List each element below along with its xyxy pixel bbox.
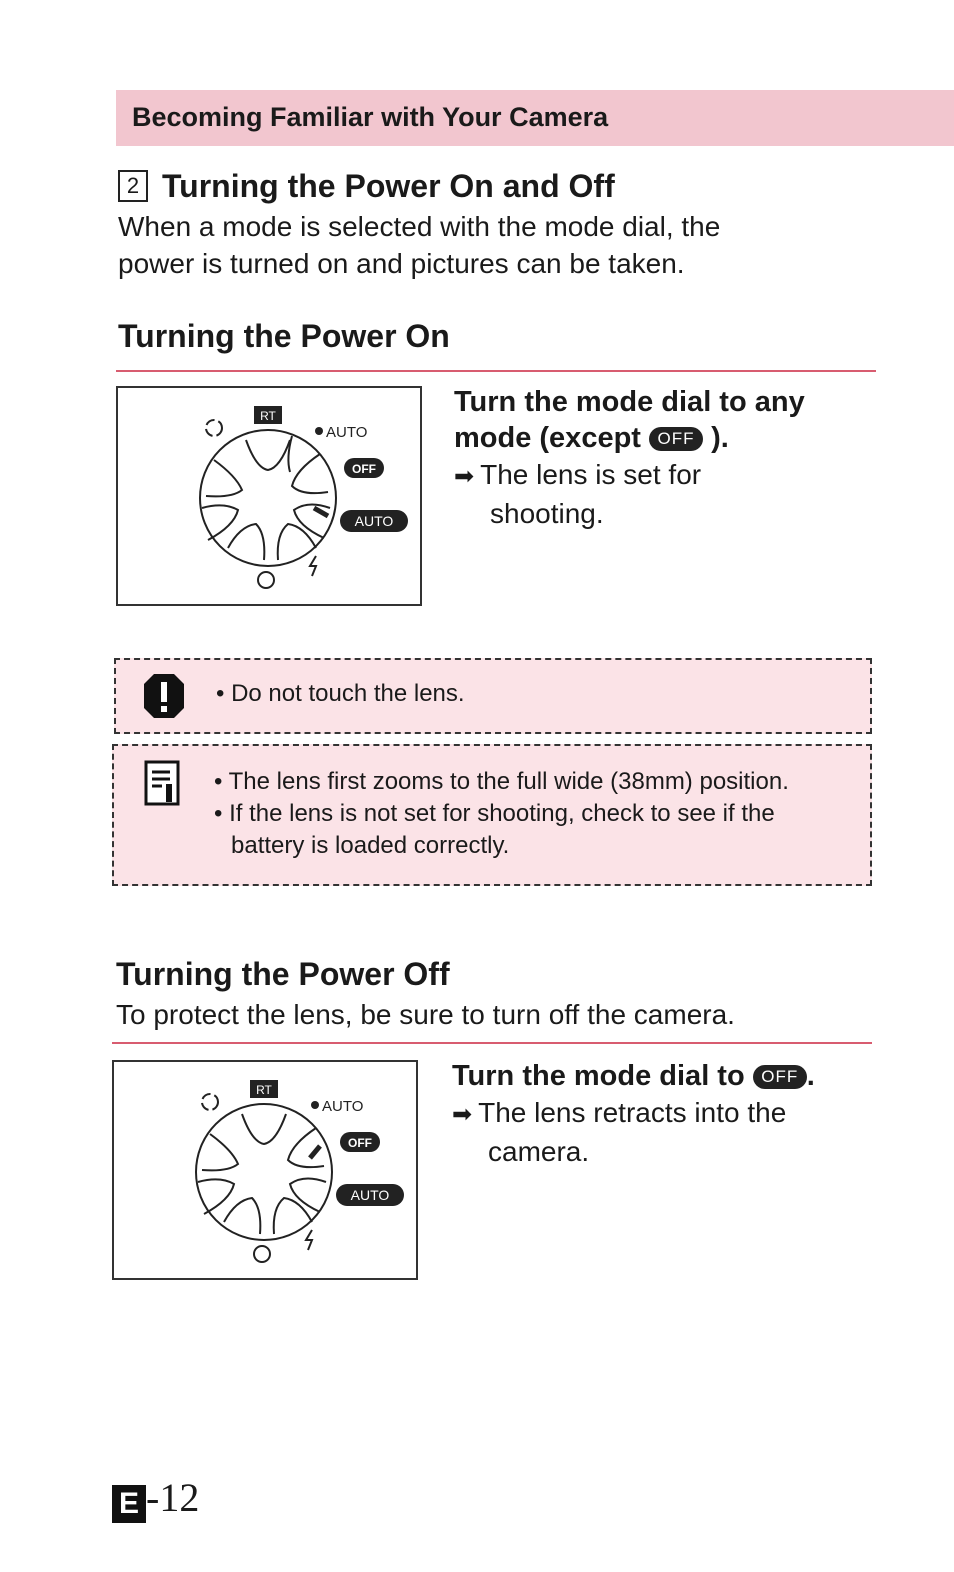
memo-icon xyxy=(144,760,180,806)
page-number-text: -12 xyxy=(146,1475,200,1520)
power-on-result-line-1: The lens is set for xyxy=(480,459,702,490)
power-off-step-prefix: Turn the mode dial to xyxy=(452,1060,745,1092)
power-off-step xyxy=(452,1058,815,1094)
language-badge: E xyxy=(112,1485,146,1523)
dial-off-auto-label: AUTO xyxy=(350,1187,390,1203)
dial-off-label: OFF xyxy=(352,462,376,476)
result-arrow-icon-2: ➡ xyxy=(452,1101,473,1128)
note-item-2: • If the lens is not set for shooting, check to see if the xyxy=(214,800,775,827)
note-box xyxy=(112,744,872,886)
power-on-rule xyxy=(116,370,876,372)
mode-dial-illustration-on xyxy=(116,386,422,606)
power-on-step-suffix: ). xyxy=(711,422,729,454)
power-off-result-line-2: camera. xyxy=(488,1136,590,1167)
caution-item: • Do not touch the lens. xyxy=(216,680,465,707)
mode-dial-off-icon xyxy=(114,1062,416,1278)
dial-auto-label: AUTO xyxy=(354,513,394,529)
power-off-instructions xyxy=(452,1058,815,1170)
mode-dial-icon xyxy=(118,388,420,604)
dial-off-off-label: OFF xyxy=(348,1136,372,1150)
mode-dial-illustration-off xyxy=(112,1060,418,1280)
power-off-result xyxy=(452,1094,815,1133)
note-item-2-line-1: If the lens is not set for shooting, check to see if the xyxy=(229,800,775,827)
power-on-step-prefix: mode (except xyxy=(454,422,641,454)
page-title-text: Turning the Power On and Off xyxy=(162,168,615,204)
power-on-step-line-1: Turn the mode dial to any xyxy=(454,386,805,418)
caution-box xyxy=(114,658,872,734)
power-off-result-line-1: The lens retracts into the xyxy=(478,1097,787,1128)
page-title xyxy=(118,168,615,205)
note-item-2-line-2: battery is loaded correctly. xyxy=(231,832,510,859)
power-off-step-suffix: . xyxy=(806,1060,815,1092)
power-off-rule xyxy=(112,1042,872,1044)
section-header-title: Becoming Familiar with Your Camera xyxy=(132,102,609,132)
page-number xyxy=(112,1474,199,1523)
power-on-result-line-2: shooting. xyxy=(490,498,604,529)
power-on-step-line-2 xyxy=(454,420,805,456)
dial-auto-flash-label: AUTO xyxy=(326,424,368,441)
power-on-result xyxy=(454,456,805,495)
power-on-heading: Turning the Power On xyxy=(118,318,450,354)
dial-off-auto-flash-label: AUTO xyxy=(322,1098,364,1115)
power-off-heading: Turning the Power Off xyxy=(116,956,450,992)
caution-icon xyxy=(142,672,186,720)
note-item-1-text: The lens first zooms to the full wide (38mm) position. xyxy=(228,768,789,795)
intro-line-1: When a mode is selected with the mode dial, the xyxy=(118,211,721,242)
off-mode-icon-2: OFF xyxy=(753,1065,807,1089)
power-on-instructions xyxy=(454,384,805,532)
dial-rt-label: RT xyxy=(260,409,276,423)
off-mode-icon: OFF xyxy=(649,427,703,451)
dial-off-rt-label: RT xyxy=(256,1083,272,1097)
section-number: 2 xyxy=(118,170,148,202)
caution-text: Do not touch the lens. xyxy=(231,680,465,707)
note-item-1: • The lens first zooms to the full wide (38mm) position. xyxy=(214,768,789,795)
section-header-bar xyxy=(116,90,954,146)
intro-paragraph xyxy=(118,208,720,282)
result-arrow-icon: ➡ xyxy=(454,463,475,490)
intro-line-2: power is turned on and pictures can be taken. xyxy=(118,248,685,279)
power-off-intro: To protect the lens, be sure to turn off the camera. xyxy=(116,999,735,1030)
